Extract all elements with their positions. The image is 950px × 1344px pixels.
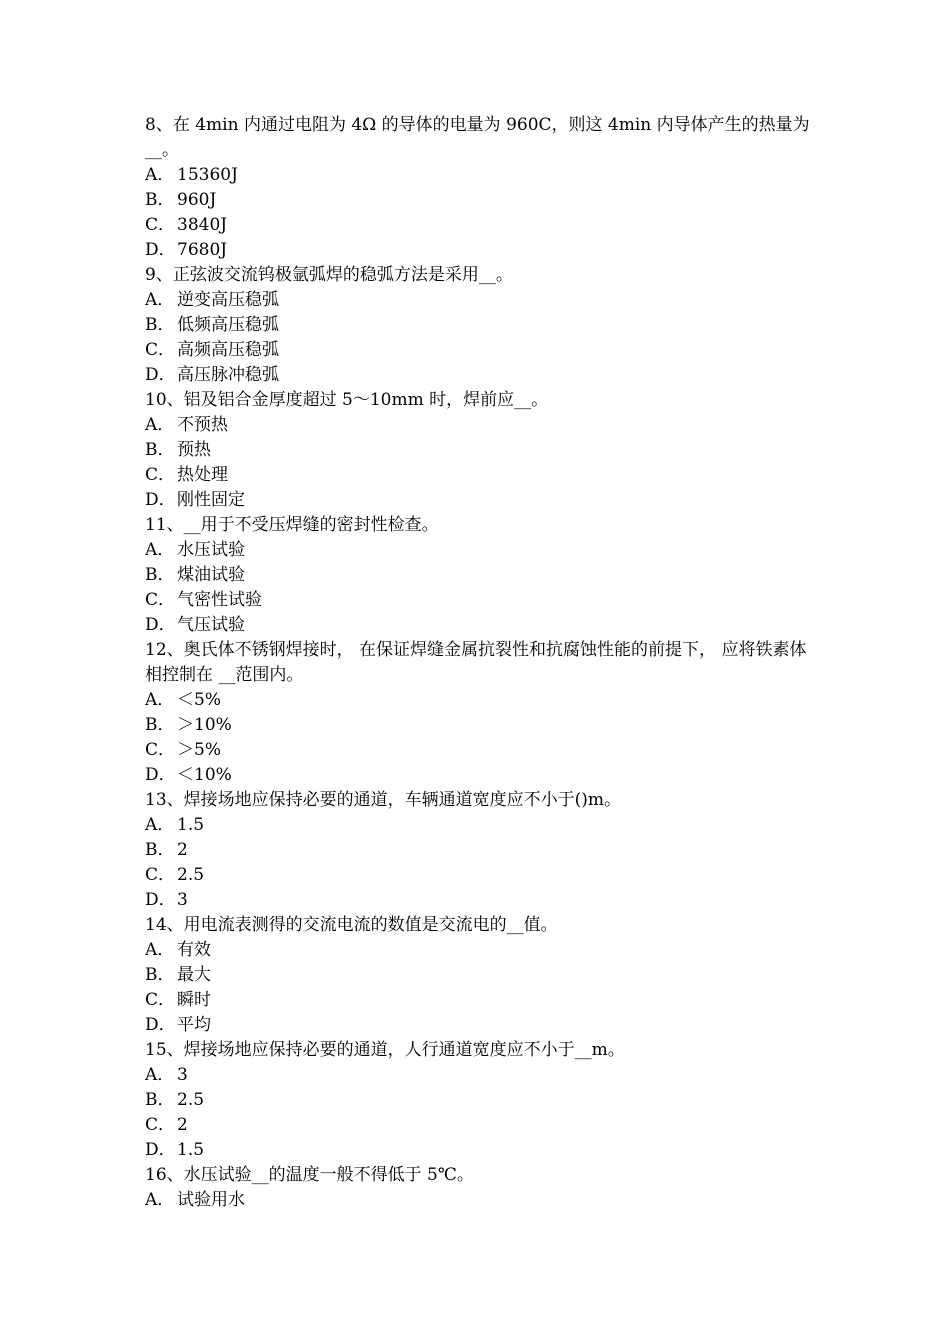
question-block — [145, 913, 815, 1038]
option-letter: C． — [145, 990, 176, 1010]
option-text: 平均 — [177, 1015, 211, 1035]
question-block — [145, 513, 815, 638]
option-text: 瞬时 — [177, 990, 211, 1010]
answer-option — [145, 413, 815, 438]
option-text: ＜10% — [177, 765, 232, 785]
answer-option — [145, 313, 815, 338]
option-text: 气压试验 — [177, 615, 245, 635]
question-text: 13、焊接场地应保持必要的通道，车辆通道宽度应不小于()m。 — [145, 790, 622, 810]
option-text: 3 — [177, 1065, 188, 1085]
option-letter: B． — [145, 1090, 175, 1110]
option-text: ＞5% — [177, 740, 221, 760]
question-text: 11、__用于不受压焊缝的密封性检查。 — [145, 515, 439, 535]
answer-option — [145, 713, 815, 738]
option-text: 不预热 — [177, 415, 228, 435]
question-block — [145, 1038, 815, 1163]
answer-option — [145, 963, 815, 988]
answer-option — [145, 1063, 815, 1088]
answer-option — [145, 363, 815, 388]
answer-option — [145, 163, 815, 188]
option-letter: D． — [145, 1015, 176, 1035]
option-letter: B． — [145, 840, 175, 860]
question-block — [145, 788, 815, 913]
option-text: 2 — [177, 840, 188, 860]
option-letter: A． — [145, 690, 175, 710]
option-letter: A． — [145, 940, 175, 960]
option-text: 高压脉冲稳弧 — [177, 365, 279, 385]
answer-option — [145, 488, 815, 513]
answer-option — [145, 338, 815, 363]
question-text: 12、奥氏体不锈钢焊接时， 在保证焊缝金属抗裂性和抗腐蚀性能的前提下， 应将铁素体相控制在 __范围内。 — [145, 640, 807, 685]
option-letter: B． — [145, 315, 175, 335]
option-letter: D． — [145, 490, 176, 510]
option-text: 预热 — [177, 440, 211, 460]
option-letter: A． — [145, 1065, 175, 1085]
answer-option — [145, 188, 815, 213]
option-text: 刚性固定 — [177, 490, 245, 510]
option-letter: B． — [145, 715, 175, 735]
option-letter: B． — [145, 190, 175, 210]
option-text: 高频高压稳弧 — [177, 340, 279, 360]
option-letter: A． — [145, 815, 175, 835]
option-text: 气密性试验 — [177, 590, 262, 610]
question-text: 16、水压试验__的温度一般不得低于 5℃。 — [145, 1165, 474, 1185]
question-block — [145, 113, 815, 263]
answer-option — [145, 538, 815, 563]
answer-option — [145, 813, 815, 838]
option-text: 3840J — [177, 215, 228, 235]
option-text: 有效 — [177, 940, 211, 960]
question-block — [145, 388, 815, 513]
answer-option — [145, 213, 815, 238]
option-letter: C． — [145, 1115, 176, 1135]
option-text: 1.5 — [177, 815, 205, 835]
option-text: 2.5 — [177, 1090, 205, 1110]
question-text: 9、正弦波交流钨极氩弧焊的稳弧方法是采用__。 — [145, 265, 513, 285]
answer-option — [145, 763, 815, 788]
answer-option — [145, 888, 815, 913]
question-text: 15、焊接场地应保持必要的通道，人行通道宽度应不小于__m。 — [145, 1040, 625, 1060]
answer-option — [145, 1138, 815, 1163]
answer-option — [145, 988, 815, 1013]
option-letter: D． — [145, 890, 176, 910]
question-block — [145, 1163, 815, 1213]
option-text: 水压试验 — [177, 540, 245, 560]
option-letter: C． — [145, 465, 176, 485]
option-text: 煤油试验 — [177, 565, 245, 585]
option-letter: B． — [145, 565, 175, 585]
option-letter: C． — [145, 340, 176, 360]
option-letter: A． — [145, 1190, 175, 1210]
option-text: 试验用水 — [177, 1190, 245, 1210]
option-letter: D． — [145, 365, 176, 385]
option-letter: A． — [145, 540, 175, 560]
option-letter: C． — [145, 865, 176, 885]
answer-option — [145, 588, 815, 613]
question-block — [145, 263, 815, 388]
option-text: ＜5% — [177, 690, 221, 710]
answer-option — [145, 238, 815, 263]
option-letter: D． — [145, 240, 176, 260]
option-letter: C． — [145, 740, 176, 760]
answer-option — [145, 738, 815, 763]
question-text: 14、用电流表测得的交流电流的数值是交流电的__值。 — [145, 915, 558, 935]
option-letter: A． — [145, 415, 175, 435]
option-letter: D． — [145, 1140, 176, 1160]
option-letter: B． — [145, 440, 175, 460]
answer-option — [145, 1013, 815, 1038]
answer-option — [145, 1188, 815, 1213]
question-block — [145, 638, 815, 788]
option-letter: D． — [145, 765, 176, 785]
question-text: 10、铝及铝合金厚度超过 5～10mm 时，焊前应__。 — [145, 390, 549, 410]
option-text: 960J — [177, 190, 217, 210]
option-text: 7680J — [177, 240, 228, 260]
option-letter: A． — [145, 290, 175, 310]
answer-option — [145, 463, 815, 488]
option-text: 2 — [177, 1115, 188, 1135]
option-text: 低频高压稳弧 — [177, 315, 279, 335]
answer-option — [145, 1113, 815, 1138]
option-letter: D． — [145, 615, 176, 635]
answer-option — [145, 838, 815, 863]
option-text: 逆变高压稳弧 — [177, 290, 279, 310]
answer-option — [145, 288, 815, 313]
answer-option — [145, 688, 815, 713]
option-text: 2.5 — [177, 865, 205, 885]
option-text: 1.5 — [177, 1140, 205, 1160]
question-text: 8、在 4min 内通过电阻为 4Ω 的导体的电量为 960C，则这 4min 内导体产生的热量为__。 — [145, 115, 810, 160]
option-text: 15360J — [177, 165, 238, 185]
option-letter: C． — [145, 590, 176, 610]
answer-option — [145, 613, 815, 638]
answer-option — [145, 863, 815, 888]
option-letter: B． — [145, 965, 175, 985]
answer-option — [145, 563, 815, 588]
option-text: 最大 — [177, 965, 211, 985]
option-text: 3 — [177, 890, 188, 910]
option-text: ＞10% — [177, 715, 232, 735]
answer-option — [145, 938, 815, 963]
answer-option — [145, 1088, 815, 1113]
option-text: 热处理 — [177, 465, 228, 485]
document-page — [145, 113, 815, 1213]
answer-option — [145, 438, 815, 463]
option-letter: A． — [145, 165, 175, 185]
option-letter: C． — [145, 215, 176, 235]
